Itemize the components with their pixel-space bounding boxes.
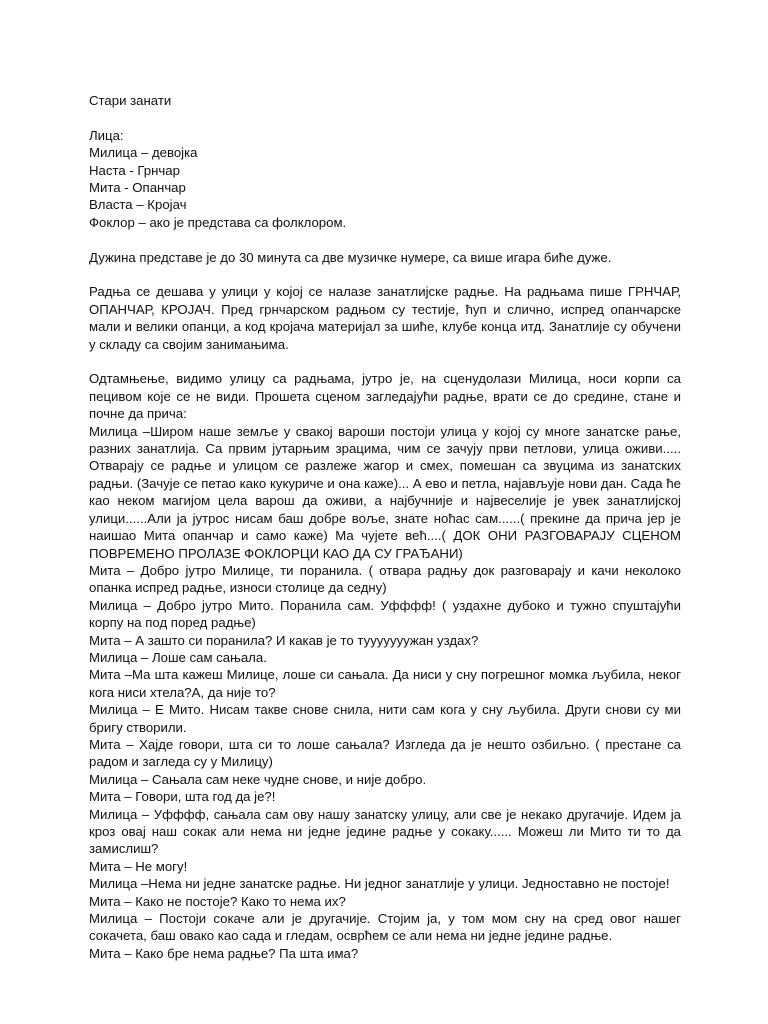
dialogue-line: Милица – Уфффф, сањала сам ову нашу занатску улицу, али све је некако другачије. Идем ја кроз овај наш сокак али нема ни једне једине радње у сокаку...... Можеш ли Мито ти то да замислиш? [89,806,681,857]
dialogue-line: Мита – Како бре нема радње? Па шта има? [89,945,359,961]
dialogue-line: Мита – Не могу! [89,858,188,874]
document-title: Стари занати [89,93,172,108]
document-page [89,92,681,962]
dialogue-line: Милица – Постоји сокаче али је другачије. Стојим ја, у том мом сну на сред овог нашег сокачета, баш овако као сада и гледам, осврћем се али нема ни једне једине радње. [89,911,681,944]
cast-item: Фоклор – ако је представа са фолклором. [89,214,347,230]
dialogue-line: Мита – Говори, шта год да је?! [89,789,276,805]
dialogue-line: Милица –Нема ни једне занатске радње. Ни једног занатлије у улици. Једноставно не постоје! [89,876,670,892]
cast-item: Наста - Грнчар [89,162,180,178]
cast-heading: Лица: [89,127,124,143]
setting-paragraph: Радња се дешава у улици у којој се налазе занатлијске радње. На радњама пише ГРНЧАР, ОПАНЧАР, КРОЈАЧ. Пред грнчарском радњом су тестије, ћуп и слично, испред опанчарске мали и велики опанци, а код кројача материјал за шиће, клубе конца итд. Занатлије су обучени у складу са својим занимањима. [89,284,681,352]
dialogue-line: Милица –Широм наше земље у свакој вароши постоји улица у којој су многе занатске рање, разних занатлија. Са првим јутарњим зрацима, чим се зачују први петлови, улица оживи..... Отварају се радње и улицом се разлеже жагор и смех, помешан са звуцима из занатских радњи. (Зачује се петао како кукуриче и она каже)... А ево и петла, најављује нови дан. Сада ће као неком магијом цела варош да оживи, а најбучније и највеселије је увек занатлијској улици......Али ја јутрос нисам баш добре воље, знате ноћас сам......( прекине да прича јер је наишао Мита опанчар и само каже) Ма чујете већ....( ДОК ОНИ РАЗГОВАРАЈУ СЦЕНОМ ПОВРЕМЕНО ПРОЛАЗЕ ФОКЛОРЦИ КАО ДА СУ ГРАЂАНИ) [89,423,681,561]
blank-line [89,109,681,126]
stage-direction: Одтамњење, видимо улицу са радњама, јутро је, на сценудолази Милица, носи корпи са пецивом које се не види. Прошета сценом загледајући радње, врати се до средине, стане и почне да прича: [89,371,681,422]
cast-item: Мита - Опанчар [89,180,186,196]
cast-item: Милица – девојка [89,145,198,161]
dialogue-line: Милица – Добро јутро Мито. Поранила сам. Уфффф! ( уздахне дубоко и тужно спуштајући корпу на под поред радње) [89,597,681,631]
dialogue-line: Милица – Лоше сам сањала. [89,649,267,665]
dialogue-line: Мита – А зашто си поранила? И какав је то тууууууужан уздах? [89,632,479,648]
dialogue-line: Милица – Сањала сам неке чудне снове, и није добро. [89,771,427,787]
blank-line [89,353,681,370]
dialogue-line: Мита – Хајде говори, шта си то лоше сањала? Изгледа да је нешто озбиљно. ( престане са радом и загледа су у Милицу) [89,736,681,770]
dialogue-line: Мита – Како не постоје? Како то нема их? [89,893,346,909]
dialogue-line: Мита –Ма шта кажеш Милице, лоше си сањала. Да ниси у сну погрешног момка љубила, неког кога ниси хтела?А, да није то? [89,667,681,700]
dialogue-line: Мита – Добро јутро Милице, ти поранила. ( отвара радњу док разговарају и качи неколоко опанка испред радње, износи столице да седну) [89,562,681,596]
blank-line [89,231,681,248]
duration-note: Дужина представе је до 30 минута са две музичке нумере, са више игара биће дуже. [89,249,612,265]
cast-item: Власта – Кројач [89,197,187,213]
blank-line [89,266,681,283]
dialogue-line: Милица – Е Мито. Нисам такве снове снила, нити сам кога у сну љубила. Други снови су ми бригу створили. [89,702,681,735]
